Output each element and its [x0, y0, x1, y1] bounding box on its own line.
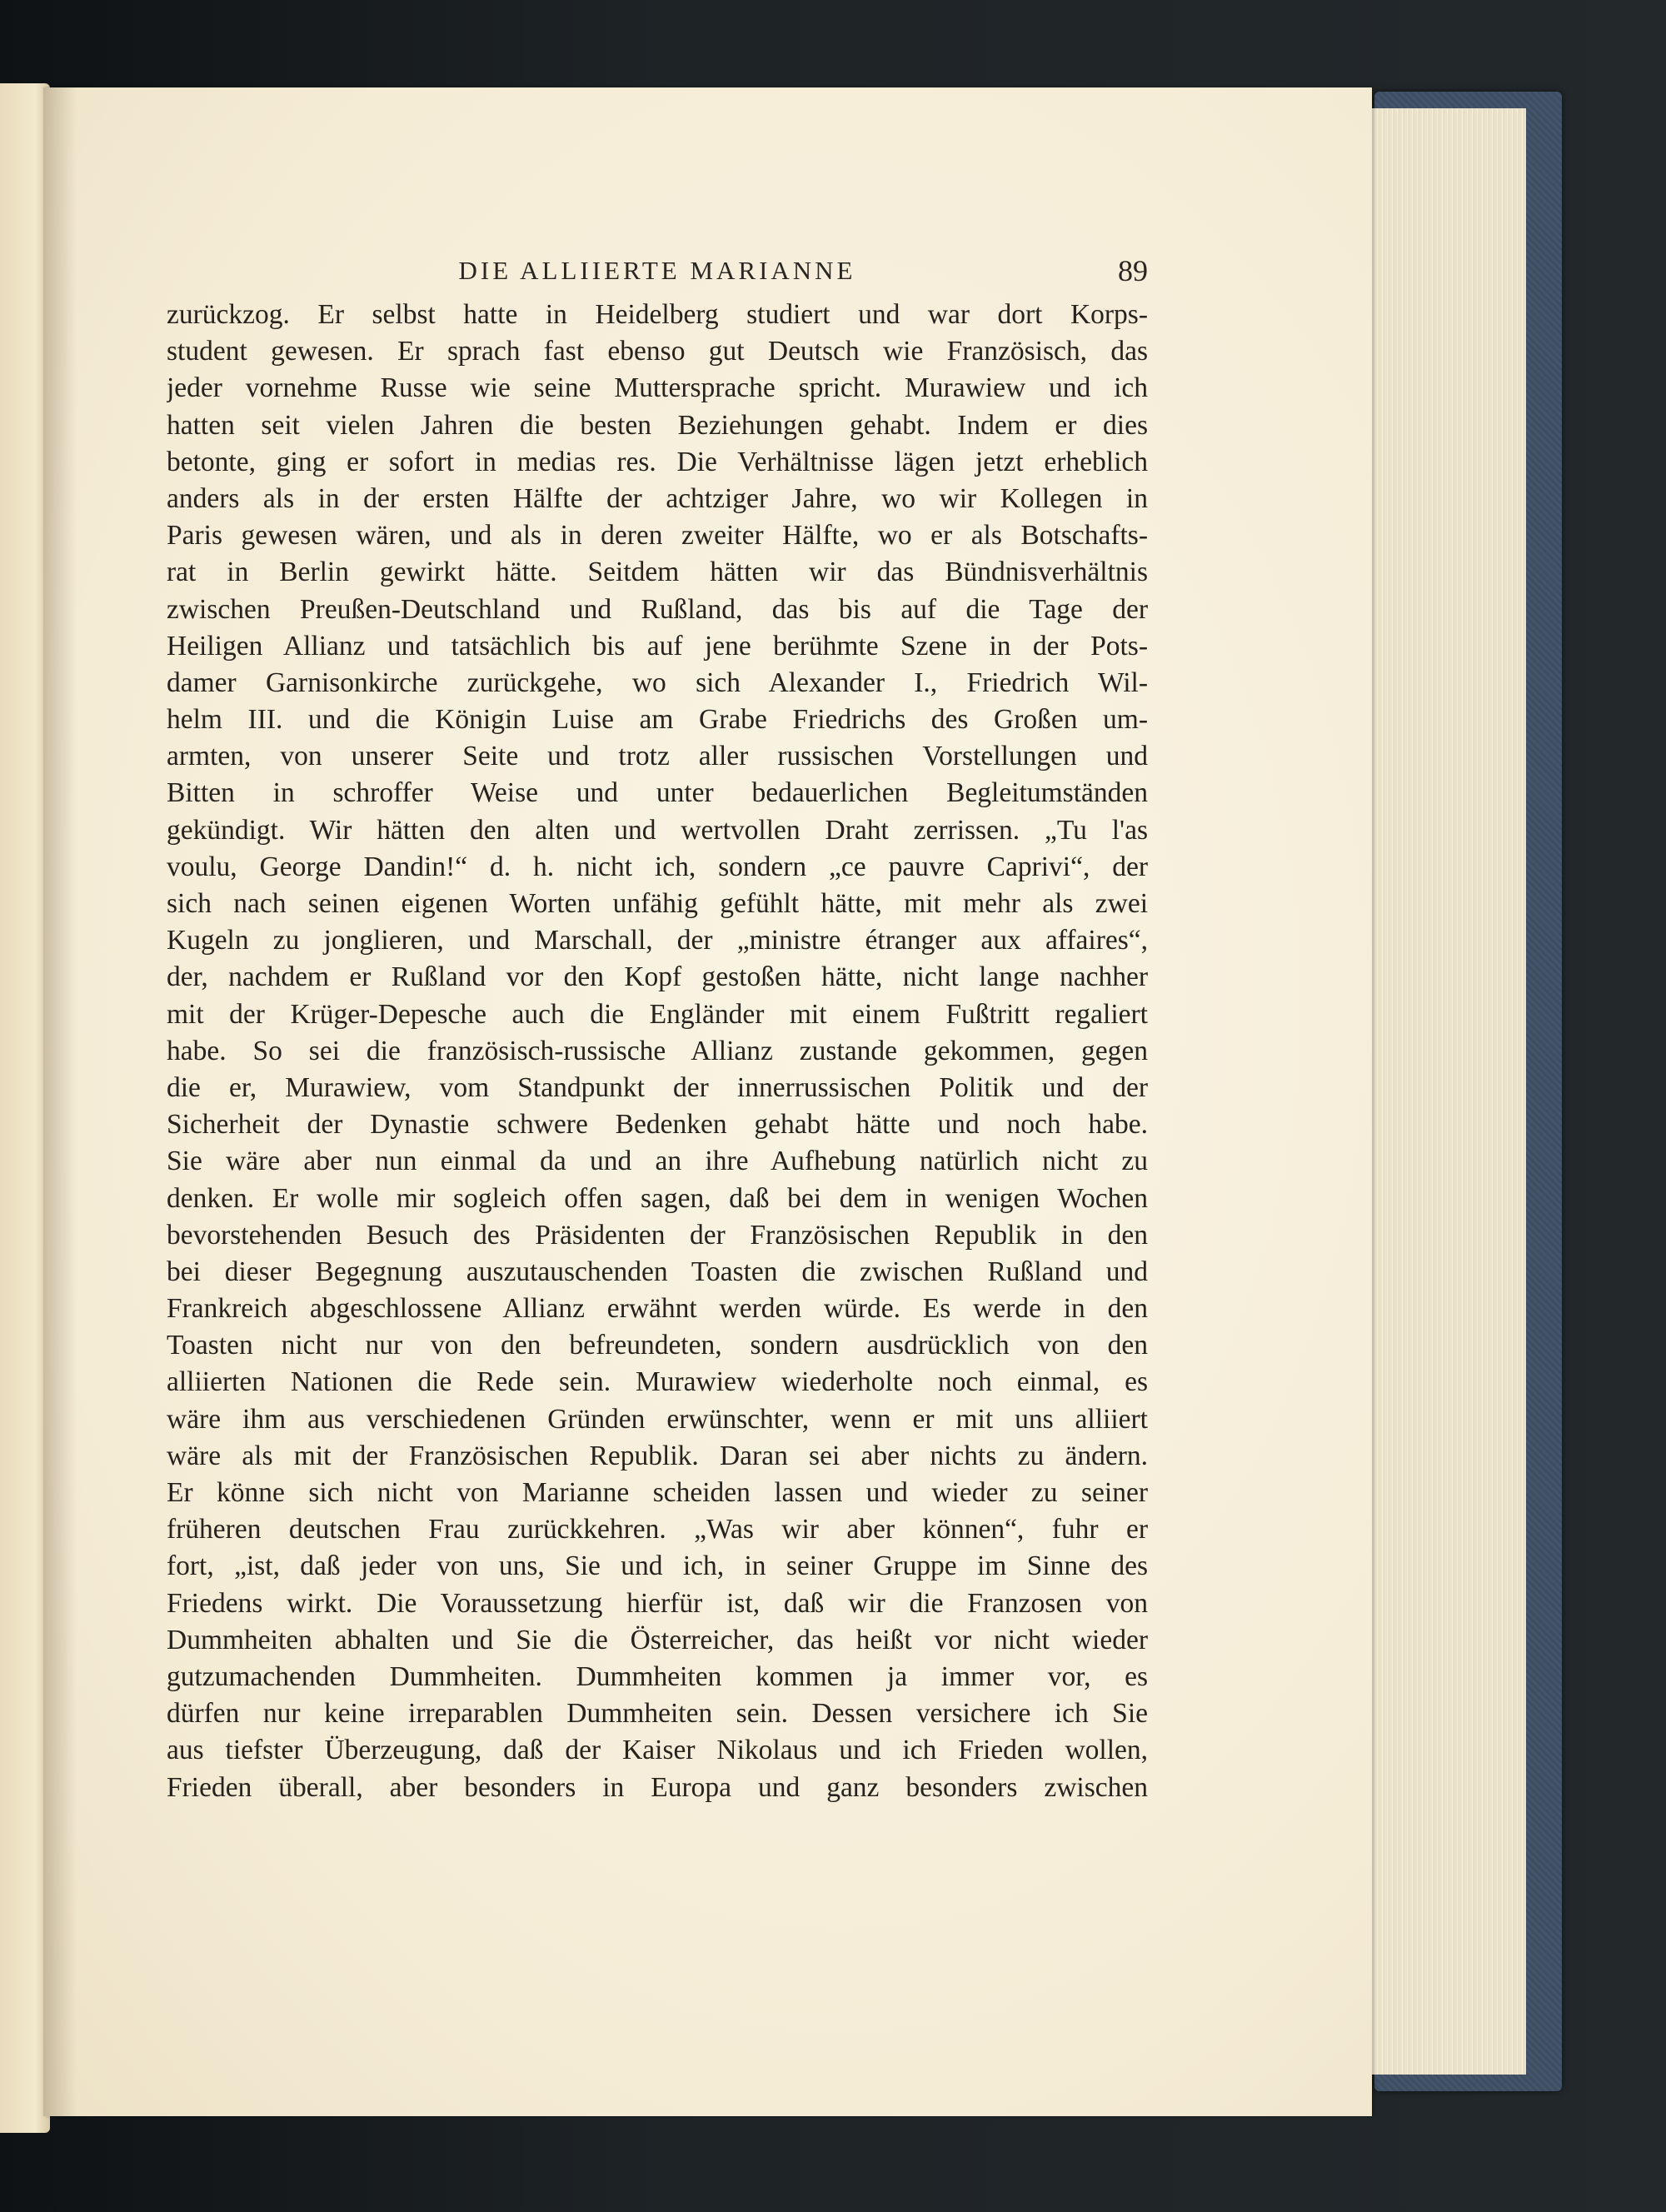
text-line: Paris gewesen wären, und als in deren zweiter Hälfte, wo er als Botschafts- — [167, 520, 1148, 552]
text-line: Friedens wirkt. Die Voraussetzung hierfür ist, daß wir die Franzosen von — [167, 1587, 1148, 1619]
text-line: Bitten in schroffer Weise und unter bedauerlichen Begleitumständen — [167, 777, 1148, 809]
text-line: jeder vornehme Russe wie seine Muttersprache spricht. Murawiew und ich — [167, 372, 1148, 404]
text-line: rat in Berlin gewirkt hätte. Seitdem hätten wir das Bündnisverhältnis — [167, 557, 1148, 588]
facing-page-edge — [0, 83, 50, 2133]
text-line: Toasten nicht nur von den befreundeten, sondern ausdrücklich von den — [167, 1330, 1148, 1361]
text-line: gekündigt. Wir hätten den alten und wertvollen Draht zerrissen. „Tu l'as — [167, 814, 1148, 846]
text-line: aus tiefster Überzeugung, daß der Kaiser Nikolaus und ich Frieden wollen, — [167, 1735, 1148, 1766]
text-line: armten, von unserer Seite und trotz aller russischen Vorstellungen und — [167, 741, 1148, 772]
text-line: voulu, George Dandin!“ d. h. nicht ich, sondern „ce pauvre Caprivi“, der — [167, 851, 1148, 882]
body-text — [167, 297, 1148, 1806]
text-line: habe. So sei die französisch-russische Allianz zustande gekommen, gegen — [167, 1035, 1148, 1066]
page-number: 89 — [1118, 254, 1148, 287]
text-line: wäre ihm aus verschiedenen Gründen erwünschter, wenn er mit uns alliiert — [167, 1403, 1148, 1435]
text-line: der, nachdem er Rußland vor den Kopf gestoßen hätte, nicht lange nachher — [167, 961, 1148, 993]
text-line: bevorstehenden Besuch des Präsidenten der Französischen Republik in den — [167, 1219, 1148, 1251]
text-line: alliierten Nationen die Rede sein. Murawiew wiederholte noch einmal, es — [167, 1366, 1148, 1398]
text-line: damer Garnisonkirche zurückgehe, wo sich Alexander I., Friedrich Wil- — [167, 667, 1148, 698]
text-line: denken. Er wolle mir sogleich offen sagen, daß bei dem in wenigen Wochen — [167, 1182, 1148, 1214]
text-line: die er, Murawiew, vom Standpunkt der innerrussischen Politik und der — [167, 1071, 1148, 1103]
text-line: betonte, ging er sofort in medias res. Die Verhältnisse lägen jetzt erheblich — [167, 446, 1148, 477]
text-line: dürfen nur keine irreparablen Dummheiten sein. Dessen versichere ich Sie — [167, 1698, 1148, 1730]
text-line: Sie wäre aber nun einmal da und an ihre Aufhebung natürlich nicht zu — [167, 1146, 1148, 1177]
text-line: Frieden überall, aber besonders in Europa und ganz besonders zwischen — [167, 1771, 1148, 1803]
text-line: zwischen Preußen-Deutschland und Rußland, das bis auf die Tage der — [167, 593, 1148, 625]
text-line: student gewesen. Er sprach fast ebenso gut Deutsch wie Französisch, das — [167, 336, 1148, 367]
text-line: Frankreich abgeschlossene Allianz erwähnt werden würde. Es werde in den — [167, 1293, 1148, 1325]
page-fore-edge — [1358, 108, 1526, 2075]
gutter-shadow — [43, 87, 77, 2116]
text-line: Kugeln zu jonglieren, und Marschall, der „ministre étranger aux affaires“, — [167, 925, 1148, 956]
text-line: zurückzog. Er selbst hatte in Heidelberg studiert und war dort Korps- — [167, 299, 1148, 330]
text-line: gutzumachenden Dummheiten. Dummheiten kommen ja immer vor, es — [167, 1660, 1148, 1692]
text-line: helm III. und die Königin Luise am Grabe Friedrichs des Großen um- — [167, 704, 1148, 736]
text-line: fort, „ist, daß jeder von uns, Sie und ich, in seiner Gruppe im Sinne des — [167, 1550, 1148, 1582]
text-line: mit der Krüger-Depesche auch die Engländer mit einem Fußtritt regaliert — [167, 998, 1148, 1030]
text-line: sich nach seinen eigenen Worten unfähig gefühlt hätte, mit mehr als zwei — [167, 888, 1148, 919]
text-line: Heiligen Allianz und tatsächlich bis auf jene berühmte Szene in der Pots- — [167, 630, 1148, 662]
text-line: hatten seit vielen Jahren die besten Beziehungen gehabt. Indem er dies — [167, 409, 1148, 441]
text-line: Sicherheit der Dynastie schwere Bedenken gehabt hätte und noch habe. — [167, 1109, 1148, 1141]
running-title: DIE ALLIIERTE MARIANNE — [458, 256, 856, 285]
text-line: früheren deutschen Frau zurückkehren. „Was wir aber können“, fuhr er — [167, 1514, 1148, 1545]
text-line: bei dieser Begegnung auszutauschenden Toasten die zwischen Rußland und — [167, 1256, 1148, 1287]
running-head — [167, 250, 1148, 292]
text-line: Er könne sich nicht von Marianne scheiden lassen und wieder zu seiner — [167, 1477, 1148, 1508]
text-line: anders als in der ersten Hälfte der achtziger Jahre, wo wir Kollegen in — [167, 482, 1148, 514]
text-line: wäre als mit der Französischen Republik. Daran sei aber nichts zu ändern. — [167, 1440, 1148, 1471]
text-line: Dummheiten abhalten und Sie die Österreicher, das heißt vor nicht wieder — [167, 1624, 1148, 1655]
